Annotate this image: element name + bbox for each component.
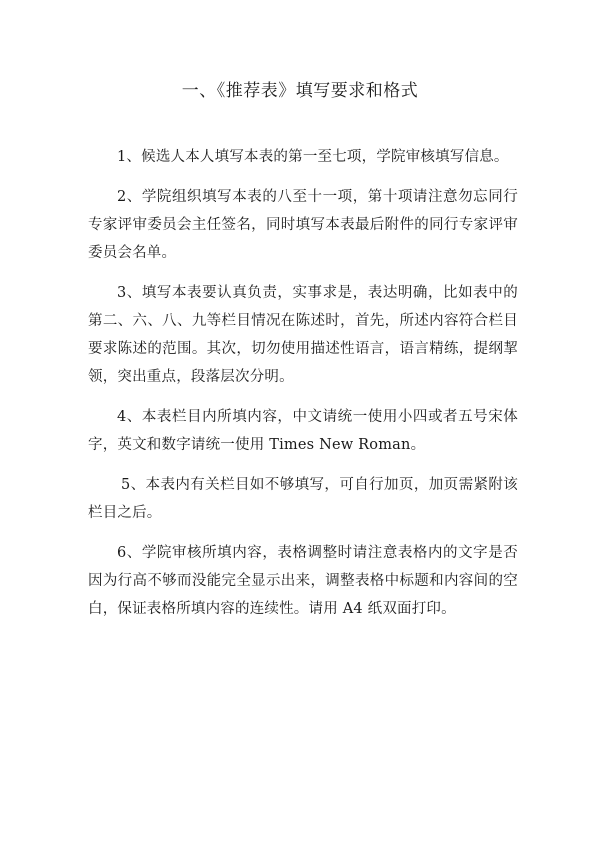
requirements-list: [88, 143, 518, 635]
document-title: 一、《推荐表》填写要求和格式: [181, 81, 419, 101]
requirement-item-5: 5、本表内有关栏目如不够填写，可自行加页，加页需紧附该栏目之后。: [88, 477, 518, 521]
requirement-item-2: 2、学院组织填写本表的八至十一项，第十项请注意勿忘同行专家评审委员会主任签名，同时填写本表最后附件的同行专家评审委员会名单。: [88, 189, 518, 261]
requirement-item-4: 4、本表栏目内所填内容，中文请统一使用小四或者五号宋体字，英文和数字请统一使用 Times New Roman。: [88, 409, 518, 453]
requirement-item-6: 6、学院审核所填内容，表格调整时请注意表格内的文字是否因为行高不够而没能完全显示出来，调整表格中标题和内容间的空白，保证表格所填内容的连续性。请用 A4 纸双面打印。: [88, 545, 518, 617]
requirement-item-3: 3、填写本表要认真负责，实事求是，表达明确，比如表中的第二、六、八、九等栏目情况在陈述时，首先，所述内容符合栏目要求陈述的范围。其次，切勿使用描述性语言，语言精练，提纲挈领，突出重点，段落层次分明。: [88, 285, 518, 385]
requirement-item-1: 1、候选人本人填写本表的第一至七项，学院审核填写信息。: [117, 149, 509, 165]
